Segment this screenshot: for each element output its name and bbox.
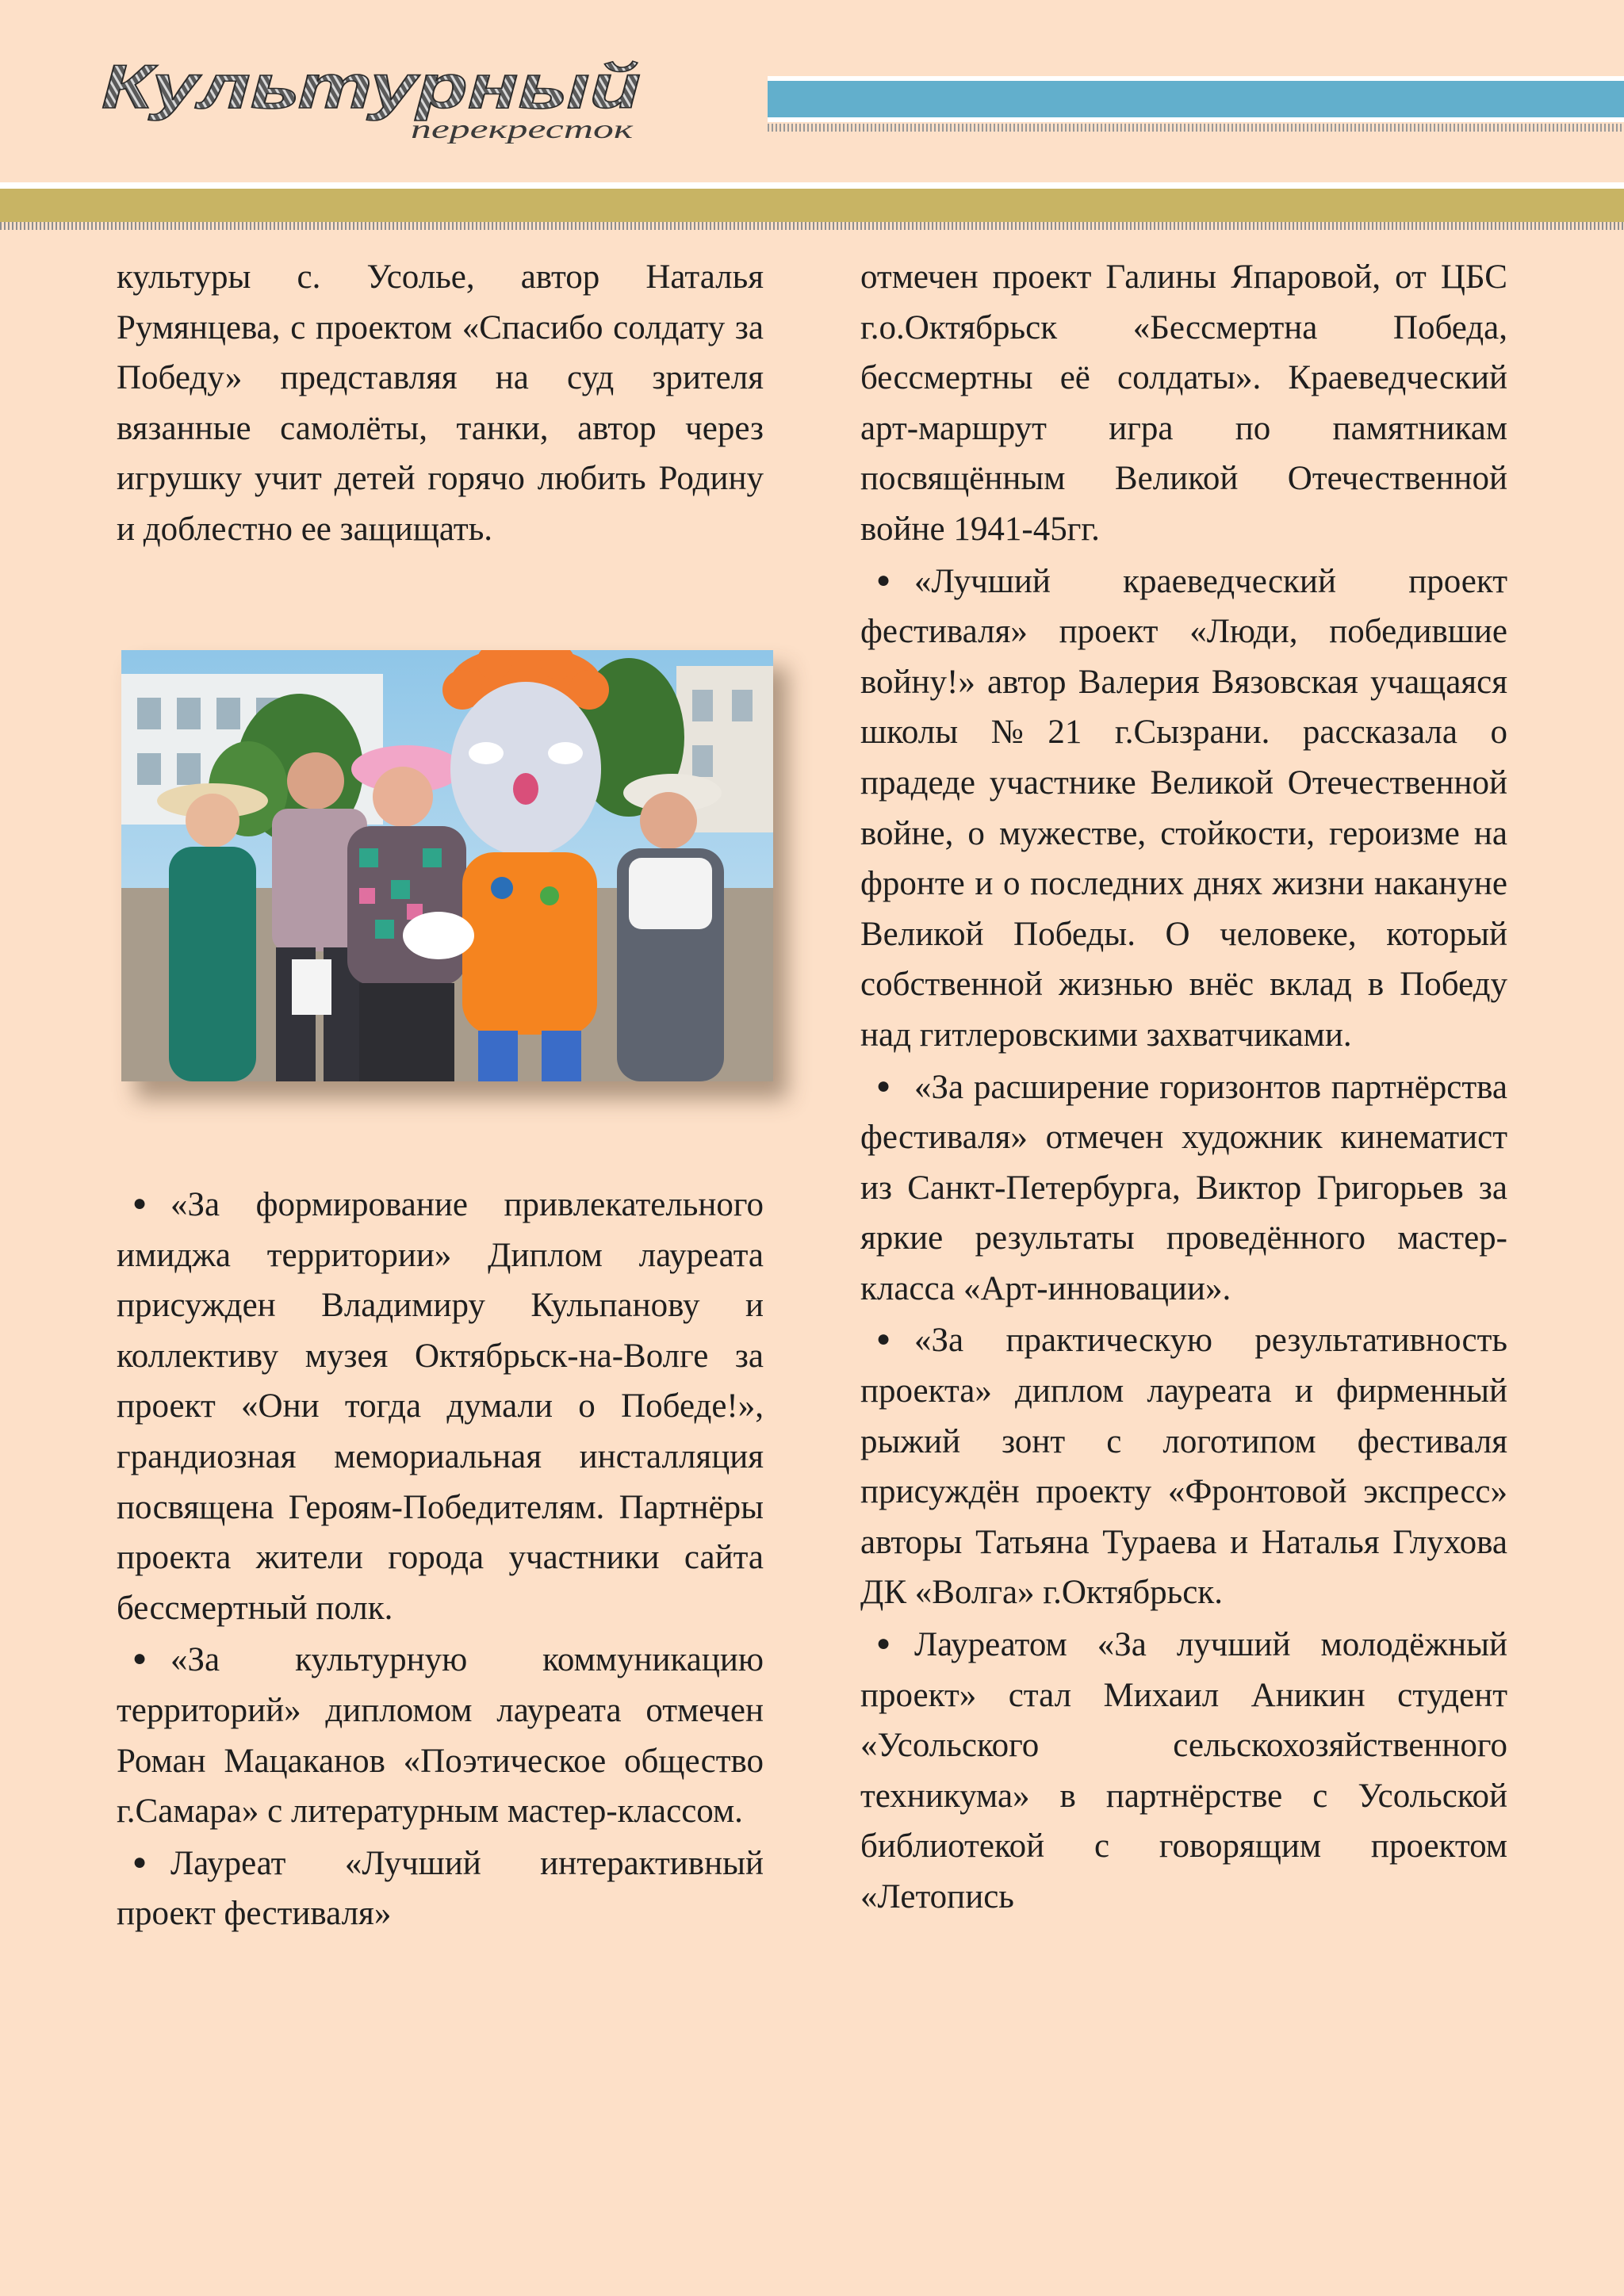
list-item: ● Лауреатом «За лучший молодёжный проект» стал Михаил Аникин студент «Усольского сельскохозяйственного техникума» в партнёрстве с Усольской библиотекой с говорящим проектом «Летопись xyxy=(860,1626,1507,1915)
masthead-logo xyxy=(102,55,649,151)
list-item: ● Лауреат «Лучший интерактивный проект фестиваля» xyxy=(117,1844,764,1933)
left-bullet-list xyxy=(117,1178,764,1939)
festival-photo xyxy=(121,650,773,1081)
header-stripes-gold xyxy=(0,222,1624,230)
list-item: ● «Лучший краеведческий проект фестиваля» проект «Люди, победившие войну!» автор Валерия Вязовская учащаяся школы №21 г.Сызрани. рассказала о прадеде участнике Великой Отечественной войне, о мужестве, стойкости, героизме на фронте и о последних днях жизни накануне Великой Победы. О человеке, который собственной жизнью внёс вклад в Победу над гитлеровскими захватчиками. xyxy=(860,562,1507,1054)
right-column xyxy=(860,252,1507,1923)
header-bar-blue xyxy=(768,76,1624,122)
header-stripes-blue xyxy=(768,124,1624,132)
masthead-title: Культурный xyxy=(102,55,641,121)
masthead-subtitle: перекресток xyxy=(411,115,634,144)
header-bar-gold xyxy=(0,182,1624,222)
left-column xyxy=(117,252,764,555)
left-intro-paragraph: культуры с. Усолье, автор Наталья Румянцева, с проектом «Спасибо солдату за Победу» представляя на суд зрителя вязанные самолёты, танки, автор через игрушку учит детей горячо любить Родину и доблестно ее защищать. xyxy=(117,258,764,548)
list-item: ● «За культурную коммуникацию территорий» дипломом лауреата отмечен Роман Мацаканов «Поэтическое общество г.Самара» с литературным мастер-классом. xyxy=(117,1641,764,1831)
list-item: ● «За расширение горизонтов партнёрства фестиваля» отмечен художник кинематист из Санкт-Петербурга, Виктор Григорьев за яркие результаты проведённого мастер-класса «Арт-инновации». xyxy=(860,1068,1507,1307)
right-intro-paragraph: отмечен проект Галины Япаровой, от ЦБС г.о.Октябрьск «Бессмертна Победа, бессмертны её солдаты». Краеведческий арт-маршрут игра по памятникам посвящённым Великой Отечественной войне 1941-45гг. xyxy=(860,258,1507,548)
list-item: ● «За практическую результативность проекта» диплом лауреата и фирменный рыжий зонт с логотипом фестиваля присуждён проекту «Фронтовой экспресс» авторы Татьяна Тураева и Наталья Глухова ДК «Волга» г.Октябрьск. xyxy=(860,1322,1507,1612)
list-item: ● «За формирование привлекательного имиджа территории» Диплом лауреата присужден Владимиру Кульпанову и коллективу музея Октябрьск-на-Волге за проект «Они тогда думали о Победе!», грандиозная мемориальная инсталляция посвящена Героям-Победителям. Партнёры проекта жители города участники сайта бессмертный полк. xyxy=(117,1186,764,1627)
